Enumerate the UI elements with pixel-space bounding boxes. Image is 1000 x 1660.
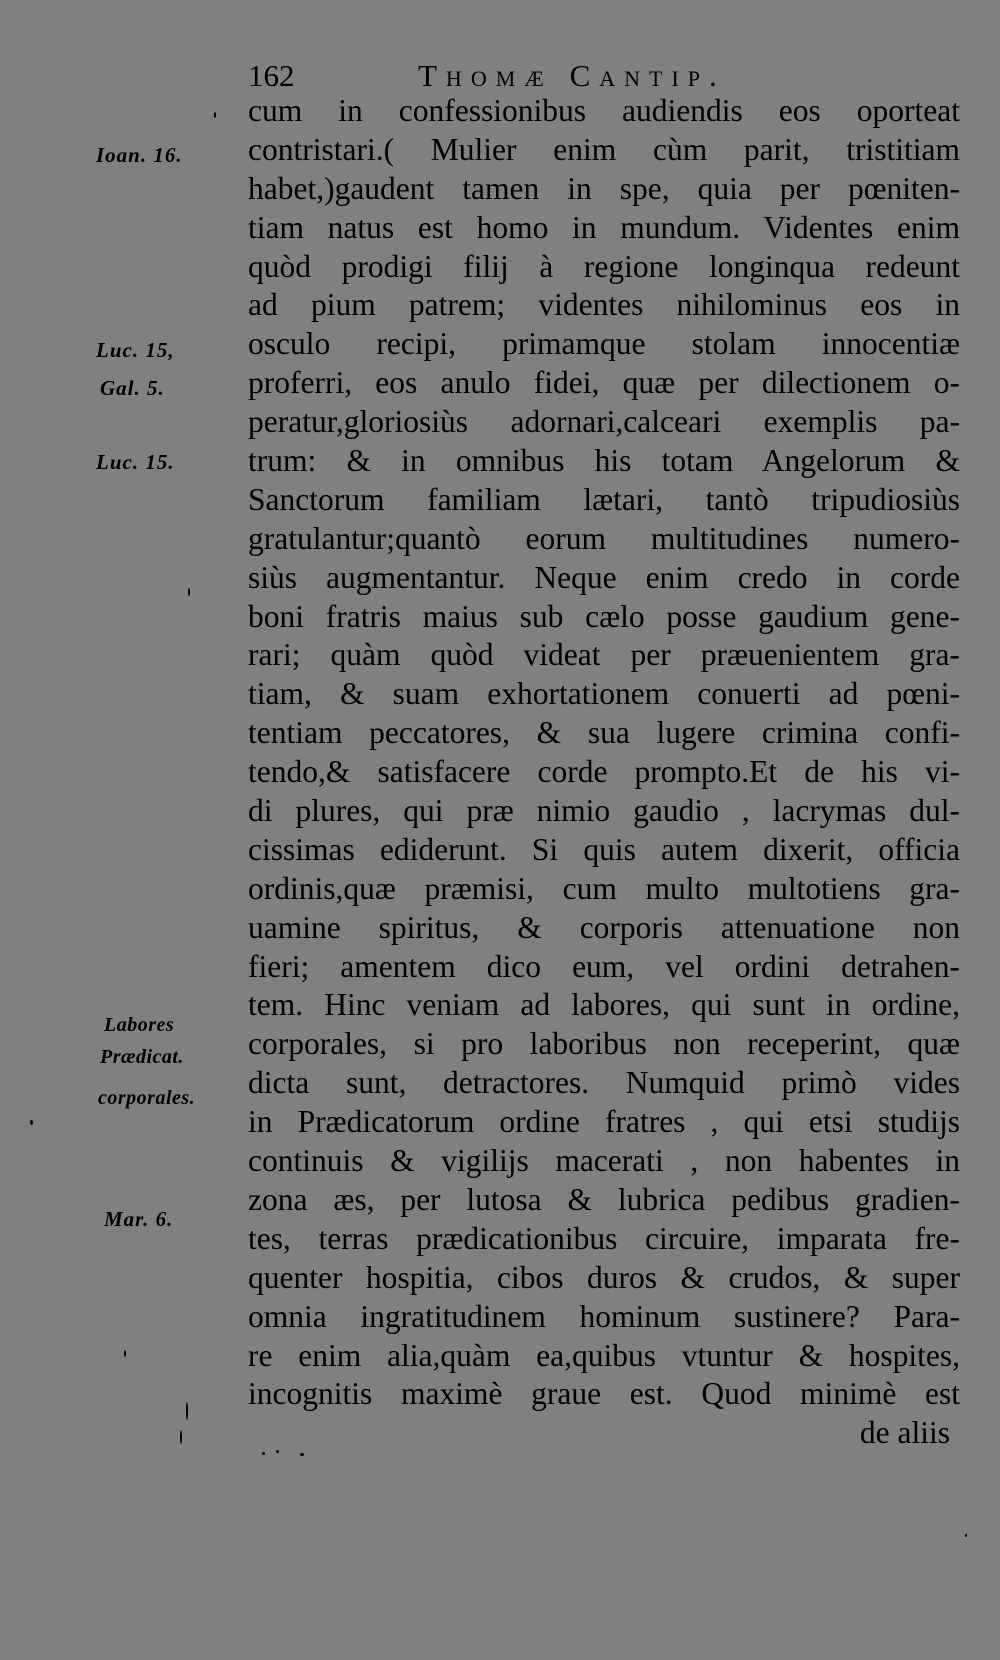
page-header xyxy=(248,56,848,96)
margin-note: Luc. 15, xyxy=(96,338,175,362)
ink-speck xyxy=(124,1350,126,1357)
ink-speck xyxy=(262,1452,265,1455)
ink-speck xyxy=(300,1453,304,1456)
ink-speck xyxy=(188,588,190,596)
text-line: proferri, eos anulo fidei, quæ per dilectionem o- xyxy=(248,365,960,401)
margin-note: Ioan. 16. xyxy=(96,143,183,167)
text-line: tiam natus est homo in mundum. Videntes enim xyxy=(248,209,960,245)
catchword: de aliis xyxy=(859,1415,950,1451)
page-number: 162 xyxy=(248,58,295,93)
text-line: osculo recipi, primamque stolam innocentiæ xyxy=(248,326,960,362)
text-line: tem. Hinc veniam ad labores, qui sunt in ordine, xyxy=(248,987,960,1023)
running-head: Thomæ Cantip. xyxy=(418,58,726,93)
text-line: corporales, si pro laboribus non receperint, quæ xyxy=(248,1026,960,1062)
margin-note: corporales. xyxy=(98,1087,196,1109)
text-line: trum: & in omnibus his totam Angelorum & xyxy=(248,443,960,479)
text-line: quòd prodigi filij à regione longinqua redeunt xyxy=(248,248,960,284)
ink-speck xyxy=(214,112,216,118)
text-line: ordinis,quæ præmisi, cum multo multotiens gra- xyxy=(248,870,960,906)
text-line: ad pium patrem; videntes nihilominus eos in xyxy=(248,287,960,323)
text-line: gratulantur;quantò eorum multitudines numero- xyxy=(248,520,960,556)
text-line: siùs augmentantur. Neque enim credo in corde xyxy=(248,559,960,595)
text-line: tes, terras prædicationibus circuire, imparata fre- xyxy=(248,1220,960,1256)
text-line: rari; quàm quòd videat per præuenientem gra- xyxy=(248,637,960,673)
text-line: cissimas ediderunt. Si quis autem dixerit, officia xyxy=(248,831,960,867)
text-line: cum in confessionibus audiendis eos oporteat xyxy=(248,93,960,128)
text-line: in Prædicatorum ordine fratres , qui etsi studijs xyxy=(248,1104,960,1140)
margin-note: Prædicat. xyxy=(100,1046,184,1068)
ink-speck xyxy=(276,1450,279,1453)
text-line: tentiam peccatores, & sua lugere crimina confi- xyxy=(248,715,960,751)
text-line: uamine spiritus, & corporis attenuatione non xyxy=(248,909,960,945)
main-text-block xyxy=(248,92,960,1453)
margin-note: Gal. 5. xyxy=(100,376,165,400)
margin-note: Labores xyxy=(104,1014,175,1036)
text-line: di plures, qui præ nimio gaudio , lacrymas dul- xyxy=(248,793,960,829)
text-line: incognitis maximè graue est. Quod minimè est xyxy=(248,1376,960,1412)
text-line: Sanctorum familiam lætari, tantò tripudiosiùs xyxy=(248,481,960,517)
text-line: peratur,gloriosiùs adornari,calceari exemplis pa- xyxy=(248,404,960,440)
text-line: contristari.( Mulier enim cùm parit, tristitiam xyxy=(248,131,960,167)
text-line: omnia ingratitudinem hominum sustinere? Para- xyxy=(248,1298,960,1334)
text-line: habet,)gaudent tamen in spe, quia per pœniten- xyxy=(248,170,960,206)
text-line: quenter hospitia, cibos duros & crudos, & super xyxy=(248,1259,960,1295)
text-line: dicta sunt, detractores. Numquid primò vides xyxy=(248,1065,960,1101)
text-line: tendo,& satisfacere corde prompto.Et de his vi- xyxy=(248,754,960,790)
text-line: continuis & vigilijs macerati , non habentes in xyxy=(248,1143,960,1179)
text-line: zona æs, per lutosa & lubrica pedibus gradien- xyxy=(248,1181,960,1217)
margin-note: Mar. 6. xyxy=(104,1207,174,1231)
margin-note: Luc. 15. xyxy=(96,450,175,474)
text-line: tiam, & suam exhortationem conuerti ad pœni- xyxy=(248,676,960,712)
ink-speck xyxy=(30,1120,33,1125)
ink-speck xyxy=(180,1430,182,1444)
text-line: boni fratris maius sub cælo posse gaudium gene- xyxy=(248,598,960,634)
text-line: re enim alia,quàm ea,quibus vtuntur & hospites, xyxy=(248,1337,960,1373)
text-line: fieri; amentem dico eum, vel ordini detrahen- xyxy=(248,948,960,984)
ink-speck xyxy=(965,1534,967,1537)
ink-speck xyxy=(186,1402,188,1420)
